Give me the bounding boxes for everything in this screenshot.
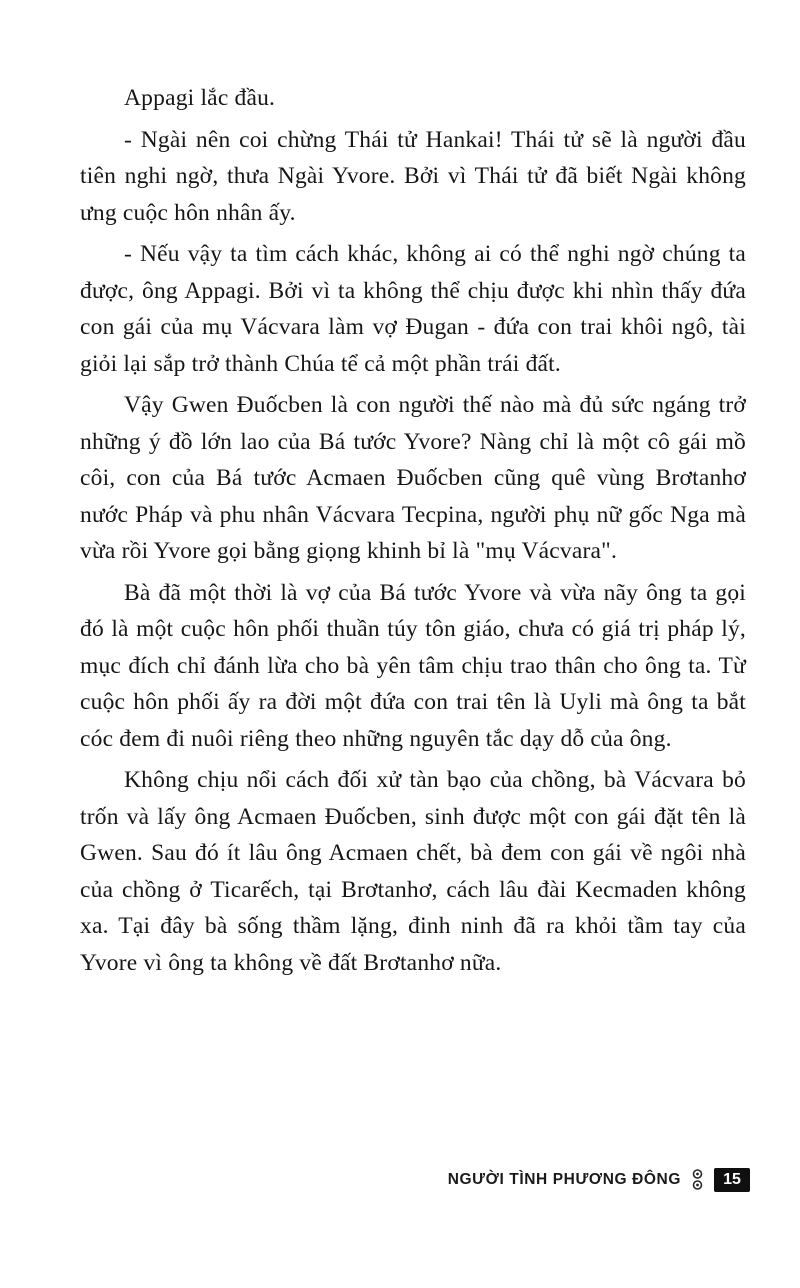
paragraph: Bà đã một thời là vợ của Bá tước Yvore và vừa nãy ông ta gọi đó là một cuộc hôn phối thuần túy tôn giáo, chưa có giá trị pháp lý, mục đích chỉ đánh lừa cho bà yên tâm chịu trao thân cho ông ta. Từ cuộc hôn phối ấy ra đời một đứa con trai tên là Uyli mà ông ta bắt cóc đem đi nuôi riêng theo những nguyên tắc dạy dỗ của ông.	[80, 579, 746, 752]
publisher-ornament-icon	[690, 1169, 705, 1191]
paragraph: Vậy Gwen Đuốcben là con người thế nào mà đủ sức ngáng trở những ý đồ lớn lao của Bá tước Yvore? Nàng chỉ là một cô gái mồ côi, con của Bá tước Acmaen Đuốcben cũng quê vùng Brơtanhơ nước Pháp và phu nhân Vácvara Tecpina, người phụ nữ gốc Nga mà vừa rồi Yvore gọi bằng giọng khinh bỉ là "mụ Vácvara".	[80, 392, 746, 564]
page-footer	[448, 1168, 750, 1192]
paragraph: Không chịu nổi cách đối xử tàn bạo của chồng, bà Vácvara bỏ trốn và lấy ông Acmaen Đuốcben, sinh được một con gái đặt tên là Gwen. Sau đó ít lâu ông Acmaen chết, bà đem con gái về ngôi nhà của chồng ở Ticarếch, tại Brơtanhơ, cách lâu đài Kecmaden không xa. Tại đây bà sống thầm lặng, đinh ninh đã ra khỏi tầm tay của Yvore vì ông ta không về đất Brơtanhơ nữa.	[80, 767, 746, 976]
body-text	[80, 80, 746, 986]
paragraph: - Ngài nên coi chừng Thái tử Hankai! Thái tử sẽ là người đầu tiên nghi ngờ, thưa Ngài Yvore. Bởi vì Thái tử đã biết Ngài không ưng cuộc hôn nhân ấy.	[80, 126, 746, 226]
page-number: 15	[714, 1168, 750, 1192]
running-title: NGƯỜI TÌNH PHƯƠNG ĐÔNG	[447, 1171, 681, 1188]
paragraph: - Nếu vậy ta tìm cách khác, không ai có thể nghi ngờ chúng ta được, ông Appagi. Bởi vì ta không thể chịu được khi nhìn thấy đứa con gái của mụ Vácvara làm vợ Đugan - đứa con trai khôi ngô, tài giỏi lại sắp trở thành Chúa tể cả một phần trái đất.	[80, 241, 746, 377]
paragraph: Appagi lắc đầu.	[124, 85, 276, 111]
